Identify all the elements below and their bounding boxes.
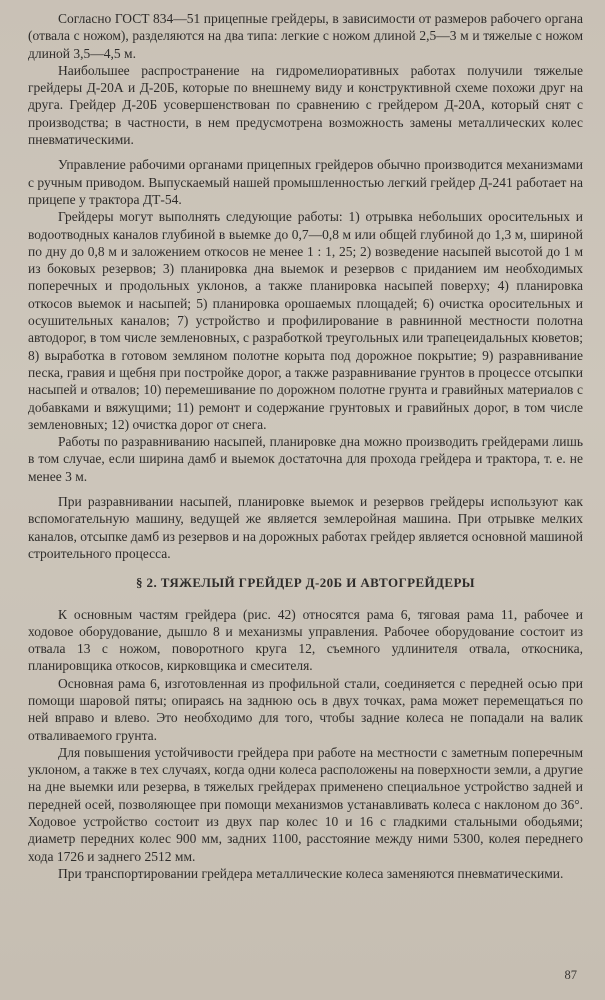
paragraph-heavy-graders: Наибольшее распространение на гидромелиоративных работах получили тяжелые грейдеры Д-20А и Д-20Б, которые по внешнему виду и конструктивной схеме похожи друг на друга. Грейдер Д-20Б усовершенствован по сравнению с грейдером Д-20А, который снят с производства; в частности, в нем предусмотрена возможность замены металлических колес пневматическими.	[28, 62, 583, 148]
paragraph-gost-classification: Согласно ГОСТ 834—51 прицепные грейдеры, в зависимости от размеров рабочего органа (отвала с ножом), разделяются на два типа: легкие с ножом длиной 2,5—3 м и тяжелые с ножом длиной 3,5—4,5 м.	[28, 11, 583, 61]
paragraph-main-parts: К основным частям грейдера (рис. 42) относятся рама 6, тяговая рама 11, рабочее и ходовое оборудование, дышло 8 и механизмы управления. Рабочее оборудование состоит из отвала 13 с ножом, поворотного круга 12, съемного удлинителя отвала, откосника, планировщика откосов, кирковщика и смесителя.	[28, 606, 583, 674]
paragraph-control: Управление рабочими органами прицепных грейдеров обычно производится механизмами с ручным приводом. Выпускаемый нашей промышленностью легкий грейдер Д-241 работает на прицепе у трактора ДТ-54.	[28, 157, 583, 207]
paragraph-main-frame: Основная рама 6, изготовленная из профильной стали, соединяется с передней осью при помощи шаровой пяты; опираясь на заднюю ось в двух точках, рама может перемещаться по ней вправо и влево. Это необходимо для того, чтобы задние колеса не попадали на валик отваливаемого грунта.	[28, 675, 583, 743]
paragraph-leveling-conditions: Работы по разравниванию насыпей, планировке дна можно производить грейдерами лишь в том случае, если ширина дамб и выемок достаточна для прохода грейдера и трактора, т. е. не менее 3 м.	[28, 434, 583, 484]
paragraph-works-list: Грейдеры могут выполнять следующие работы: 1) отрывка небольших оросительных и водоотводных каналов глубиной в выемке до 0,7—0,8 м или общей глубиной до 1,3 м, шириной по дну до 0,8 м и заложением откосов не менее 1 : 1, 25; 2) возведение насыпей высотой до 1 м из боковых резервов; 3) планировка дна выемок и резервов с приданием им необходимых поперечных и продольных уклонов, а также планировка насыпей поверху; 4) планировка откосов выемок и насыпей; 5) планировка орошаемых площадей; 6) очистка оросительных и осушительных каналов; 7) устройство и профилирование в равнинной местности полотна автодорог, в том числе земленовных, с разработкой треугольных или трапецеидальных кюветов; 8) выработка в готовом земляном полотне корыта под дорожное покрытие; 9) разравнивание песка, гравия и щебня при постройке дорог, а также разравнивание грунтов в процессе отсыпки насыпей и отвалов; 10) перемешивание по дорожном полотне грунта и гравийных материалов с добавками и вяжущими; 11) ремонт и содержание грунтовых и гравийных дорог, в том числе земленовных; 12) очистка дорог от снега.	[28, 209, 583, 432]
paragraph-stability: Для повышения устойчивости грейдера при работе на местности с заметным поперечным уклоном, а также в тех случаях, когда одни колеса расположены на поверхности земли, а другие на дне выемки или резерва, в тяжелых грейдерах применено специальное устройство задней и передней осей, позволяющее при помощи механизмов устанавливать колеса с наклоном до 36°. Ходовое устройство состоит из двух пар колес 10 и 16 с гладкими стальными ободьями; диаметр передних колес 900 мм, задних 1100, расстояние между ними 5300, колея переднего хода 1726 и заднего 2512 мм.	[28, 744, 583, 864]
paragraph-gap	[28, 148, 583, 156]
paragraph-gap	[28, 485, 583, 493]
paragraph-transport: При транспортировании грейдера металлические колеса заменяются пневматическими.	[58, 865, 564, 881]
section-heading: § 2. ТЯЖЕЛЫЙ ГРЕЙДЕР Д-20Б И АВТОГРЕЙДЕРЫ	[136, 575, 475, 591]
page-number: 87	[564, 967, 577, 982]
paragraph-auxiliary-machine: При разравнивании насыпей, планировке выемок и резервов грейдеры используют как вспомогательную машину, ведущей же является землеройная машина. При отрывке мелких каналов, отсыпке дамб из резервов и на дорожных работах грейдер является основной машиной строительного процесса.	[28, 494, 583, 561]
